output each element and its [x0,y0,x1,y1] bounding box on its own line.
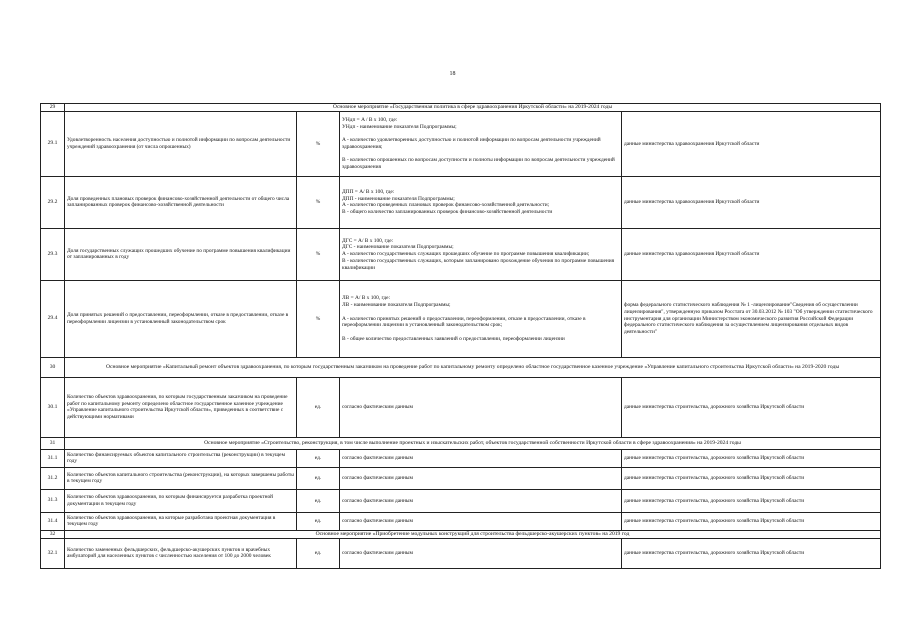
table-row [41,111,881,176]
page-number: 18 [449,71,456,77]
indicator-name: Количество объектов здравоохранения, на которые разработана проектная документация в текущем году [65,512,297,530]
method-line: A - количество государственных служащих прошедших обучение по программе повышения квалификации; [342,251,590,258]
data-source: данные министерства здравоохранения Иркутской области [622,111,881,176]
method-cell [340,228,622,280]
method-cell [340,280,622,357]
method-line: A - количество принятых решений о предоставлении, переоформлении, отказе в предоставлении, отказе в переоформлении лицензии в установленный законодательством срок; [342,315,586,329]
method-line: B - общего количество запланированных проверок финансово-хозяйственной деятельности [342,209,553,216]
method-line: согласно фактическим данным [342,518,413,525]
data-source: данные министерства здравоохранения Иркутской области [622,228,881,280]
method-line: ДГС - наименование показателя Подпрограммы; [342,244,454,251]
method-line: A - количество удовлетворенных доступностью и полнотой информации по вопросам деятельности учреждений здравоохранения; [342,137,601,150]
method-line: B - количество опрошенных по вопросам доступности и полноты информации по вопросам деятельности учреждений здравоохранения [342,157,615,171]
section-title: Основное мероприятие «Строительство, реконструкция, в том числе выполнение проектных и изыскательских работ, объектов государственной собственности Иркутской области в сфере здравоохранения» на 2019-2024 годы [65,437,881,449]
indicator-name: Количество объектов капитального строительства (реконструкции), на которых завершены работы в текущем году [65,467,297,489]
unit-cell: ед. [297,377,340,437]
unit-cell: % [297,176,340,228]
section-row [41,357,881,377]
row-number: 29.2 [41,176,65,228]
row-number: 31.1 [41,449,65,467]
row-number: 31.3 [41,489,65,512]
unit-cell: ед. [297,449,340,467]
row-number: 29.4 [41,280,65,357]
indicator-name: Количество объектов здравоохранения, по которым финансируется разработка проектной документации в текущем году [65,489,297,512]
unit-cell: ед. [297,538,340,568]
data-source: данные министерства строительства, дорожного хозяйства Иркутской области [622,489,881,512]
method-line: B - количество государственных служащих, которым запланировано прохождение обучения по программе повышения квалификации [342,257,615,271]
unit-cell: ед. [297,489,340,512]
table-body [41,104,881,569]
section-row [41,530,881,538]
method-line: ЛВ - наименование показателя Подпрограммы; [342,302,451,309]
row-number: 31.2 [41,467,65,489]
section-title: Основное мероприятие «Капитальный ремонт объектов здравоохранения, по которым государственным заказчиком на проведение работ по капитальному ремонту определено областное государственное казенное учреждение «Управление капитального строительства Иркутской области» на 2019-2020 годы [65,357,881,377]
data-source: данные министерства строительства, дорожного хозяйства Иркутской области [622,467,881,489]
method-line: УНдп - наименование показателя Подпрограммы; [342,123,457,130]
row-number: 30.1 [41,377,65,437]
row-number: 29.3 [41,228,65,280]
method-line: согласно фактическим данным [342,404,413,411]
unit-cell: % [297,280,340,357]
table-row [41,489,881,512]
method-line: согласно фактическим данным [342,475,413,482]
table-row [41,280,881,357]
method-line: ДГС = A/ B x 100, где: [342,237,394,244]
method-line [342,309,619,316]
row-number: 31 [41,437,65,449]
data-source: форма федерального статистического наблюдения № 1 -лицензирование"Сведения об осуществлении лицензирования", утвержденную приказом Росстата от 30.03.2012 № 103 "Об утверждении статистического инструментария для организации Министерством экономического развития Российской Федерации федерального статистического наблюдения за осуществлением лицензирования отдельных видов деятельности" [622,280,881,357]
section-row [41,437,881,449]
table-row [41,538,881,568]
unit-cell: % [297,111,340,176]
indicator-name: Количество объектов здравоохранения, по которым государственным заказчиком на проведение работ по капитальному ремонту определено областное государственное казенное учреждение «Управление капитального строительства Иркутской области», приведенных в соответствие с действующими нормативами [65,377,297,437]
method-cell [340,512,622,530]
indicator-name: Количество финансируемых объектов капитального строительства (реконструкции) в текущем году [65,449,297,467]
section-title: Основное мероприятие «Приобретение модульных конструкций для строительства фельдшерско-акушерских пунктов» на 2019 год [65,530,881,538]
method-line [342,329,619,336]
method-line: согласно фактическим данным [342,550,413,557]
method-line: ДПП = A/ B x 100, где: [342,188,395,195]
indicator-name: Доля проведенных плановых проверок финансово-хозяйственной деятельности от общего числа запланированных проверок финансово-хозяйственной деятельности [65,176,297,228]
data-source: данные министерства строительства, дорожного хозяйства Иркутской области [622,512,881,530]
table-row [41,467,881,489]
method-line: A - количество проведенных плановых проверок финансово-хозяйственной деятельности; [342,202,550,209]
table-row [41,449,881,467]
indicator-name: Доля принятых решений о предоставлении, переоформлении, отказе в предоставлении, отказе в переоформлении лицензии в установленный законодательством срок [65,280,297,357]
indicator-name: Удовлетворенность населения доступностью и полнотой информации по вопросам деятельности учреждений здравоохранения (от числа опрошенных) [65,111,297,176]
unit-cell: ед. [297,467,340,489]
method-line: согласно фактическим данным [342,455,413,462]
data-source: данные министерства здравоохранения Иркутской области [622,176,881,228]
unit-cell: ед. [297,512,340,530]
row-number: 32.1 [41,538,65,568]
method-cell [340,111,622,176]
table-row [41,377,881,437]
indicator-name: Доля государственных служащих прошедших обучение по программе повышения квалификации от запланированных в году [65,228,297,280]
section-row [41,104,881,112]
data-source: данные министерства строительства, дорожного хозяйства Иркутской области [622,538,881,568]
method-line: УНдп = A / B x 100, где: [342,116,398,123]
method-cell [340,489,622,512]
method-cell [340,176,622,228]
method-line: ДПП - наименование показателя Подпрограммы; [342,195,455,202]
table-row [41,228,881,280]
method-line: согласно фактическим данным [342,497,413,504]
indicators-table [40,103,881,569]
row-number: 29 [41,104,65,112]
indicator-name: Количество замененных фельдшерских, фельдшерско-акушерских пунктов и врачебных амбулаторий для населенных пунктов с численностью населения от 100 до 2000 человек [65,538,297,568]
row-number: 30 [41,357,65,377]
section-title: Основное мероприятие «Государственная политика в сфере здравоохранения Иркутской области» на 2019-2024 годы [65,104,881,112]
table-row [41,512,881,530]
method-cell [340,377,622,437]
row-number: 31.4 [41,512,65,530]
method-cell [340,467,622,489]
row-number: 29.1 [41,111,65,176]
unit-cell: % [297,228,340,280]
method-cell [340,449,622,467]
data-source: данные министерства строительства, дорожного хозяйства Иркутской области [622,449,881,467]
method-line: ЛВ = A/ B x 100, где: [342,295,391,302]
method-line: B - общее количество предоставленных заявлений о предоставлении, переоформлении лицензии [342,335,565,342]
row-number: 32 [41,530,65,538]
method-cell [340,538,622,568]
table-row [41,176,881,228]
data-source: данные министерства строительства, дорожного хозяйства Иркутской области [622,377,881,437]
